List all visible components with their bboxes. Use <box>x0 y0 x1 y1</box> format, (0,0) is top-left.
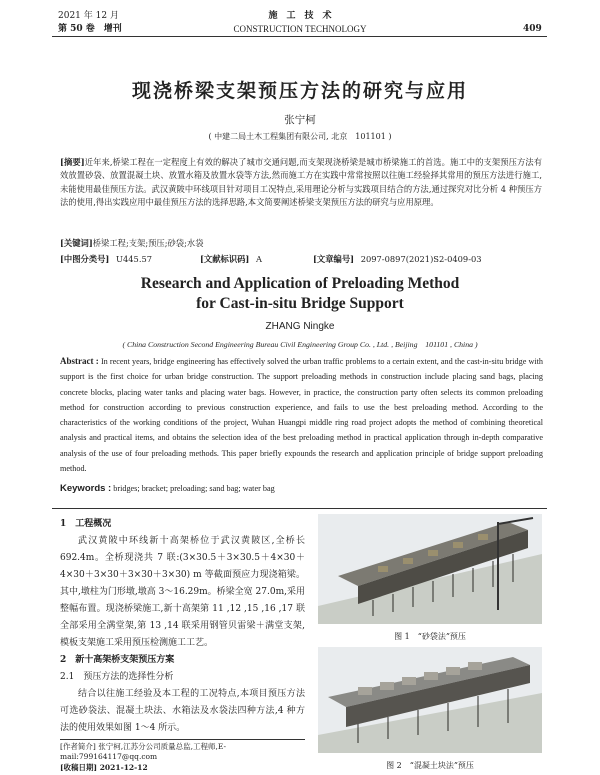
header-rule <box>52 36 547 37</box>
abstract-en <box>60 354 543 476</box>
keywords-cn-text: 桥梁工程;支架;预压;砂袋;水袋 <box>92 238 204 248</box>
section-1-heading: 1 工程概况 <box>60 519 112 529</box>
header-journal-cn: 施 工 技 术 <box>268 11 332 21</box>
footnote-rule <box>60 739 305 740</box>
section-rule <box>52 508 547 509</box>
article-number <box>313 254 482 265</box>
page-number: 409 <box>523 24 542 34</box>
page-title-cn: 现浇桥梁支架预压方法的研究与应用 <box>131 80 468 102</box>
author-en: ZHANG Ningke <box>265 321 335 332</box>
header-journal-en: CONSTRUCTION TECHNOLOGY <box>233 24 367 34</box>
article-no-label: [文章编号] <box>313 254 355 264</box>
affiliation-en: ( China Construction Second Engineering Bureau Civil Engineering Group Co. , Ltd. , Beijing 101101 , China ) <box>122 340 478 349</box>
footnote-received: [收稿日期] 2021-12-12 <box>60 763 148 772</box>
abstract-cn-label: [摘要] <box>60 157 85 167</box>
keywords-en <box>60 483 275 494</box>
figure-1-image <box>318 514 542 624</box>
keywords-en-label: Keywords : <box>60 483 112 494</box>
author-cn: 张宁柯 <box>284 114 316 126</box>
doc-code <box>200 254 262 265</box>
keywords-en-text: bridges; bracket; preloading; sand bag; water bag <box>113 484 275 493</box>
clc-value: U445.57 <box>115 254 153 264</box>
clc <box>60 254 152 265</box>
doc-code-value: A <box>255 254 262 264</box>
abstract-cn <box>60 156 542 209</box>
page-title-en-line1: Research and Application of Preloading Method <box>140 275 460 292</box>
clc-label: [中图分类号] <box>60 254 110 264</box>
figure-1-illustration <box>318 514 542 624</box>
affiliation-cn: ( 中建二局土木工程集团有限公司, 北京 101101 ) <box>208 132 392 141</box>
keywords-cn <box>60 238 204 249</box>
article-no-value: 2097-0897(2021)S2-0409-03 <box>360 254 482 264</box>
figure-1-caption: 图 1 “砂袋法”预压 <box>394 632 466 641</box>
section-1-paragraph: 武汉黄陂中环线新十高架桥位于武汉黄陂区,全桥长 692.4m。全桥现浇共 7 联:(3×30.5＋3×30.5＋4×30＋4×30＋3×30＋3×30＋3×30) m 等截面预应力现浇箱梁。其中,墩柱为门形墩,墩高 3～16.29m。桥梁全宽 27.0m,采用整幅布置。现浇桥梁施工,新十高架第 11 ,12 ,15 ,16 ,17 联全部采用全满堂架,第 13 ,14 联采用钢管贝雷梁＋满堂支架,模板支架施工采用预压检测施工工艺。 <box>60 536 305 648</box>
header-issue: 第 50 卷 增刊 <box>58 24 122 34</box>
page-title-en-line2: for Cast-in-situ Bridge Support <box>196 295 404 312</box>
section-2-1-heading: 2.1 预压方法的选择性分析 <box>60 672 174 682</box>
abstract-cn-text: 近年来,桥梁工程在一定程度上有效的解决了城市交通问题,而支架现浇桥梁是城市桥梁施工的首选。施工中的支架预压方法有效放置砂袋、放置混凝土块、放置水箱及放置水袋等方法,然而施工方在实践中常常按照以往施工经验择其常用的预压方法进行施工,未能使用最佳预压方法。武汉黄陂中环线项目针对项目工况特点,采用理论分析与实践项目结合的方法,通过探究对比分析 4 种预压方法的使用,得出实践应用中最佳预压方法的选择思路,本文简要阐述桥梁支架预压方法的研究与应用原理。 <box>60 157 543 207</box>
header-date: 2021 年 12 月 <box>58 11 119 21</box>
body-left-column <box>60 516 305 737</box>
section-2-1-paragraph: 结合以往施工经验及本工程的工况特点,本项目预压方法可选砂袋法、混凝土块法、水箱法及水袋法四种方法,4 种方法的使用效果如图 1～4 所示。 <box>60 689 305 733</box>
abstract-en-label: Abstract : <box>60 356 99 366</box>
doc-code-label: [文献标识码] <box>200 254 250 264</box>
figure-2-caption: 图 2 “混凝土块法”预压 <box>386 761 474 770</box>
footnote-author-bio: [作者简介] 张宁柯,江苏分公司质量总监,工程师,E-mail:799164117@qq.com <box>60 742 227 761</box>
abstract-en-text: In recent years, bridge engineering has effectively solved the urban traffic problems to a certain extent, and the cast-in-situ bridge with support is the first choice for urban bridge construction. The support preloading methods in construction include placing sand bags, placing concrete blocks, placing water tanks and placing water bags. However, in practice, the construction party often selects its common preloading method for construction according to previous construction experience, and fails to use the best preloading method. According to the characteristics of the working conditions of the project, Wuhan Huangpi middle ring road project adopts the method of combining theoretical analysis and practical items, and obtains the selection idea of the best preloading method in practical application through in-depth comparative analysis of the use of four preloading methods. This paper briefly expounds the research and application principle of bridge support preloading method. <box>60 357 544 474</box>
keywords-cn-label: [关键词] <box>60 238 93 248</box>
figure-2-illustration <box>318 647 542 753</box>
section-2-heading: 2 新十高架桥支架预压方案 <box>60 655 175 665</box>
figure-2-image <box>318 647 542 753</box>
